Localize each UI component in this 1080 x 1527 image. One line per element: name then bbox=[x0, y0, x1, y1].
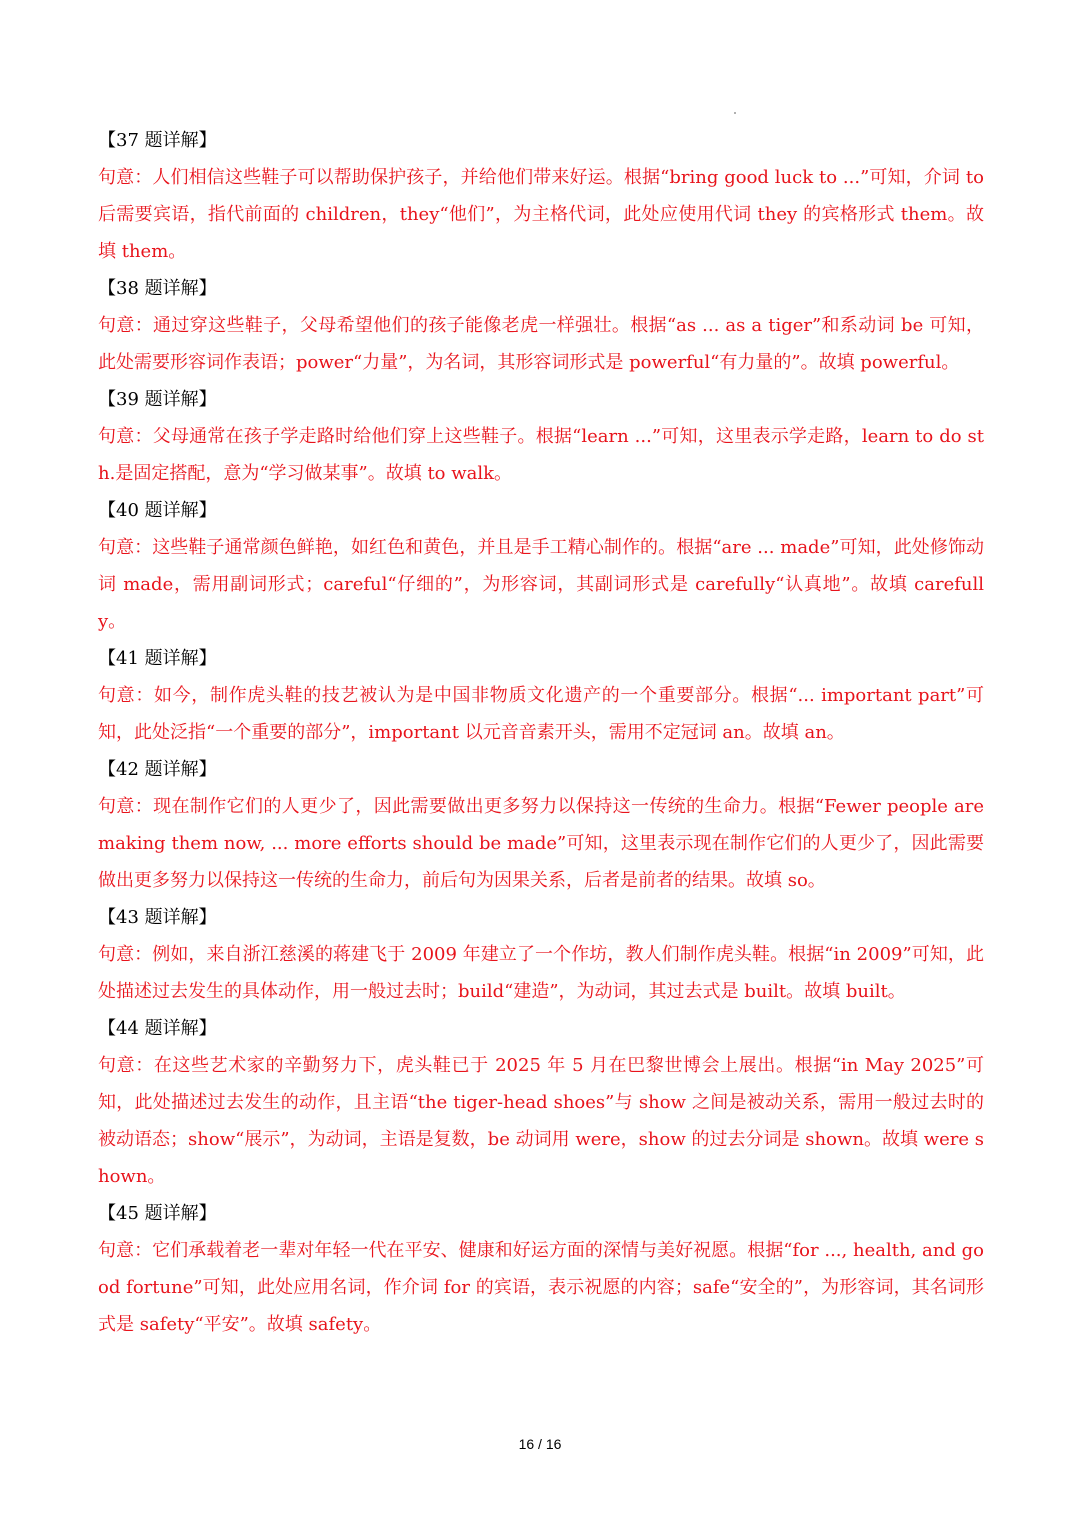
question-heading: 【42 题详解】 bbox=[98, 759, 217, 780]
question-heading: 【37 题详解】 bbox=[98, 130, 217, 151]
explanation-text: 句意：例如，来自浙江慈溪的蒋建飞于 2009 年建立了一个作坊，教人们制作虎头鞋。根据“in 2009”可知，此处描述过去发生的具体动作，用一般过去时；build“建造”，为动词，其过去式是 built。故填 built。 bbox=[98, 944, 984, 1002]
explanation-41 bbox=[98, 640, 984, 751]
explanation-text: 句意：现在制作它们的人更少了，因此需要做出更多努力以保持这一传统的生命力。根据“Fewer people are making them now, ... more efforts should be made”可知，这里表示现在制作它们的人更少了，因此需要做出更多努力以保持这一传统的生命力，前后句为因果关系，后者是前者的结果。故填 so。 bbox=[98, 796, 984, 891]
stray-mark bbox=[734, 112, 736, 114]
question-heading: 【39 题详解】 bbox=[98, 389, 217, 410]
document-body bbox=[98, 122, 984, 1343]
question-heading: 【44 题详解】 bbox=[98, 1018, 217, 1039]
explanation-45 bbox=[98, 1195, 984, 1343]
explanation-text: 句意：它们承载着老一辈对年轻一代在平安、健康和好运方面的深情与美好祝愿。根据“for ..., health, and good fortune”可知，此处应用名词，作介词 for 的宾语，表示祝愿的内容；safe“安全的”，为形容词，其名词形式是 safety“平安”。故填 safety。 bbox=[98, 1240, 984, 1335]
explanation-39 bbox=[98, 381, 984, 492]
question-heading: 【38 题详解】 bbox=[98, 278, 217, 299]
question-heading: 【45 题详解】 bbox=[98, 1203, 217, 1224]
explanation-text: 句意：这些鞋子通常颜色鲜艳，如红色和黄色，并且是手工精心制作的。根据“are ... made”可知，此处修饰动词 made，需用副词形式；careful“仔细的”，为形容词，其副词形式是 carefully“认真地”。故填 carefully。 bbox=[98, 537, 984, 632]
explanation-text: 句意：父母通常在孩子学走路时给他们穿上这些鞋子。根据“learn ...”可知，这里表示学走路，learn to do sth.是固定搭配，意为“学习做某事”。故填 to walk。 bbox=[98, 426, 984, 484]
explanation-text: 句意：人们相信这些鞋子可以帮助保护孩子，并给他们带来好运。根据“bring good luck to ...”可知，介词 to 后需要宾语，指代前面的 children，they“他们”，为主格代词，此处应使用代词 they 的宾格形式 them。故填 them。 bbox=[98, 167, 984, 262]
explanation-43 bbox=[98, 899, 984, 1010]
page-number: 16 / 16 bbox=[518, 1436, 562, 1452]
explanation-40 bbox=[98, 492, 984, 640]
question-heading: 【40 题详解】 bbox=[98, 500, 217, 521]
explanation-37 bbox=[98, 122, 984, 270]
explanation-text: 句意：如今，制作虎头鞋的技艺被认为是中国非物质文化遗产的一个重要部分。根据“... important part”可知，此处泛指“一个重要的部分”，important 以元音音素开头，需用不定冠词 an。故填 an。 bbox=[98, 685, 984, 743]
explanation-text: 句意：通过穿这些鞋子，父母希望他们的孩子能像老虎一样强壮。根据“as ... as a tiger”和系动词 be 可知，此处需要形容词作表语；power“力量”，为名词，其形容词形式是 powerful“有力量的”。故填 powerful。 bbox=[98, 315, 984, 373]
explanation-text: 句意：在这些艺术家的辛勤努力下，虎头鞋已于 2025 年 5 月在巴黎世博会上展出。根据“in May 2025”可知，此处描述过去发生的动作，且主语“the tiger-head shoes”与 show 之间是被动关系，需用一般过去时的被动语态；show“展示”，为动词，主语是复数，be 动词用 were，show 的过去分词是 shown。故填 were shown。 bbox=[98, 1055, 984, 1187]
question-heading: 【43 题详解】 bbox=[98, 907, 217, 928]
explanation-44 bbox=[98, 1010, 984, 1195]
explanation-38 bbox=[98, 270, 984, 381]
question-heading: 【41 题详解】 bbox=[98, 648, 217, 669]
explanation-42 bbox=[98, 751, 984, 899]
